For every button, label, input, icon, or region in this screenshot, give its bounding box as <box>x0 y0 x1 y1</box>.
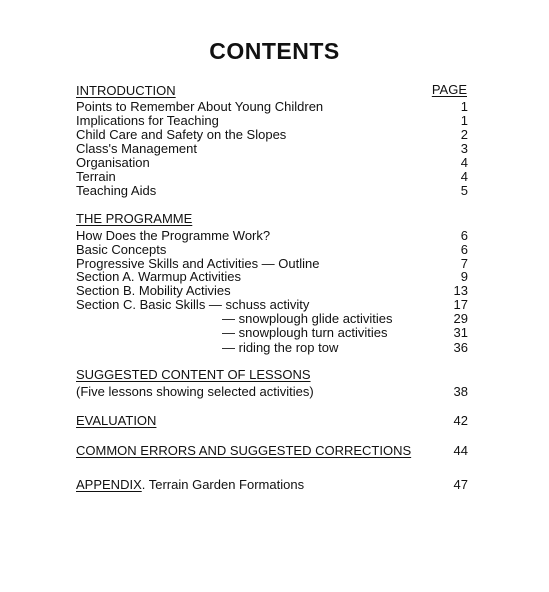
toc-entry-page: 3 <box>460 141 468 156</box>
toc-entry-text: Progressive Skills and Activities — Outline <box>76 256 320 271</box>
toc-entry <box>76 297 470 312</box>
section-heading-programme <box>76 211 470 226</box>
toc-entry-page: 4 <box>460 169 468 184</box>
section-heading-label: INTRODUCTION <box>76 83 176 98</box>
toc-entry-page: 9 <box>460 269 468 284</box>
toc-entry-page: 7 <box>460 256 468 271</box>
toc-entry-page: 38 <box>453 384 468 399</box>
toc-entry-page: 6 <box>460 242 468 257</box>
page-title: CONTENTS <box>209 38 340 64</box>
toc-entry <box>76 169 470 184</box>
toc-entry-text: — snowplough turn activities <box>222 325 388 340</box>
toc-entry <box>76 141 470 156</box>
toc-entry-page: 5 <box>460 183 468 198</box>
toc-entry-page: 36 <box>453 340 468 355</box>
section-heading-label: APPENDIX <box>76 477 142 492</box>
section-heading-appendix <box>76 477 470 492</box>
toc-entry-text: — snowplough glide activities <box>222 311 393 326</box>
toc-entry-text: Basic Concepts <box>76 242 167 257</box>
toc-entry <box>76 127 470 142</box>
toc-entry-text: Implications for Teaching <box>76 113 219 128</box>
toc-entry <box>76 384 470 399</box>
toc-entry-page: 2 <box>460 127 468 142</box>
toc-entry-text: (Five lessons showing selected activities) <box>76 384 314 399</box>
toc-subentry <box>76 325 470 340</box>
section-heading-label: THE PROGRAMME <box>76 211 193 226</box>
toc-entry-text: Teaching Aids <box>76 183 157 198</box>
toc-subentry <box>76 311 470 326</box>
toc-entry <box>76 183 470 198</box>
toc-entry-page: 13 <box>453 283 468 298</box>
appendix-line <box>76 477 304 492</box>
toc-entry <box>76 242 470 257</box>
toc-entry-page: 4 <box>460 155 468 170</box>
toc-entry-page: 1 <box>460 99 468 114</box>
appendix-title: . Terrain Garden Formations <box>141 477 305 492</box>
section-heading-label: COMMON ERRORS AND SUGGESTED CORRECTIONS <box>76 443 412 458</box>
toc-entry <box>76 99 470 114</box>
toc-entry-text: How Does the Programme Work? <box>76 228 271 243</box>
toc-entry-text: Child Care and Safety on the Slopes <box>76 127 287 142</box>
page-column-header: PAGE <box>431 82 467 97</box>
toc-entry-text: Organisation <box>76 155 150 170</box>
toc-entry-page: 6 <box>460 228 468 243</box>
toc-entry-page: 44 <box>453 443 468 458</box>
toc-entry <box>76 269 470 284</box>
toc-entry-page: 47 <box>453 477 468 492</box>
toc-entry-text: Points to Remember About Young Children <box>76 99 324 114</box>
toc-entry-text: Section B. Mobility Activies <box>76 283 231 298</box>
toc-entry <box>76 155 470 170</box>
toc-entry-text: Class's Management <box>76 141 197 156</box>
section-heading-label: EVALUATION <box>76 413 157 428</box>
toc-entry-page: 31 <box>453 325 468 340</box>
section-heading-label: SUGGESTED CONTENT OF LESSONS <box>76 367 311 382</box>
toc-entry <box>76 283 470 298</box>
toc-entry-text: Section A. Warmup Activities <box>76 269 241 284</box>
toc-entry-text: — riding the rop tow <box>222 340 339 355</box>
section-heading-introduction <box>76 83 470 98</box>
toc-entry-page: 42 <box>453 413 468 428</box>
toc-entry-text: Terrain <box>76 169 116 184</box>
toc-entry-text: Section C. Basic Skills — schuss activity <box>76 297 310 312</box>
section-heading-evaluation <box>76 413 470 428</box>
toc-subentry <box>76 340 470 355</box>
toc-entry <box>76 113 470 128</box>
toc-entry <box>76 228 470 243</box>
toc-entry-page: 1 <box>460 113 468 128</box>
toc-entry-page: 29 <box>453 311 468 326</box>
section-heading-lessons <box>76 367 470 382</box>
toc-entry-page: 17 <box>453 297 468 312</box>
section-heading-errors <box>76 443 470 458</box>
